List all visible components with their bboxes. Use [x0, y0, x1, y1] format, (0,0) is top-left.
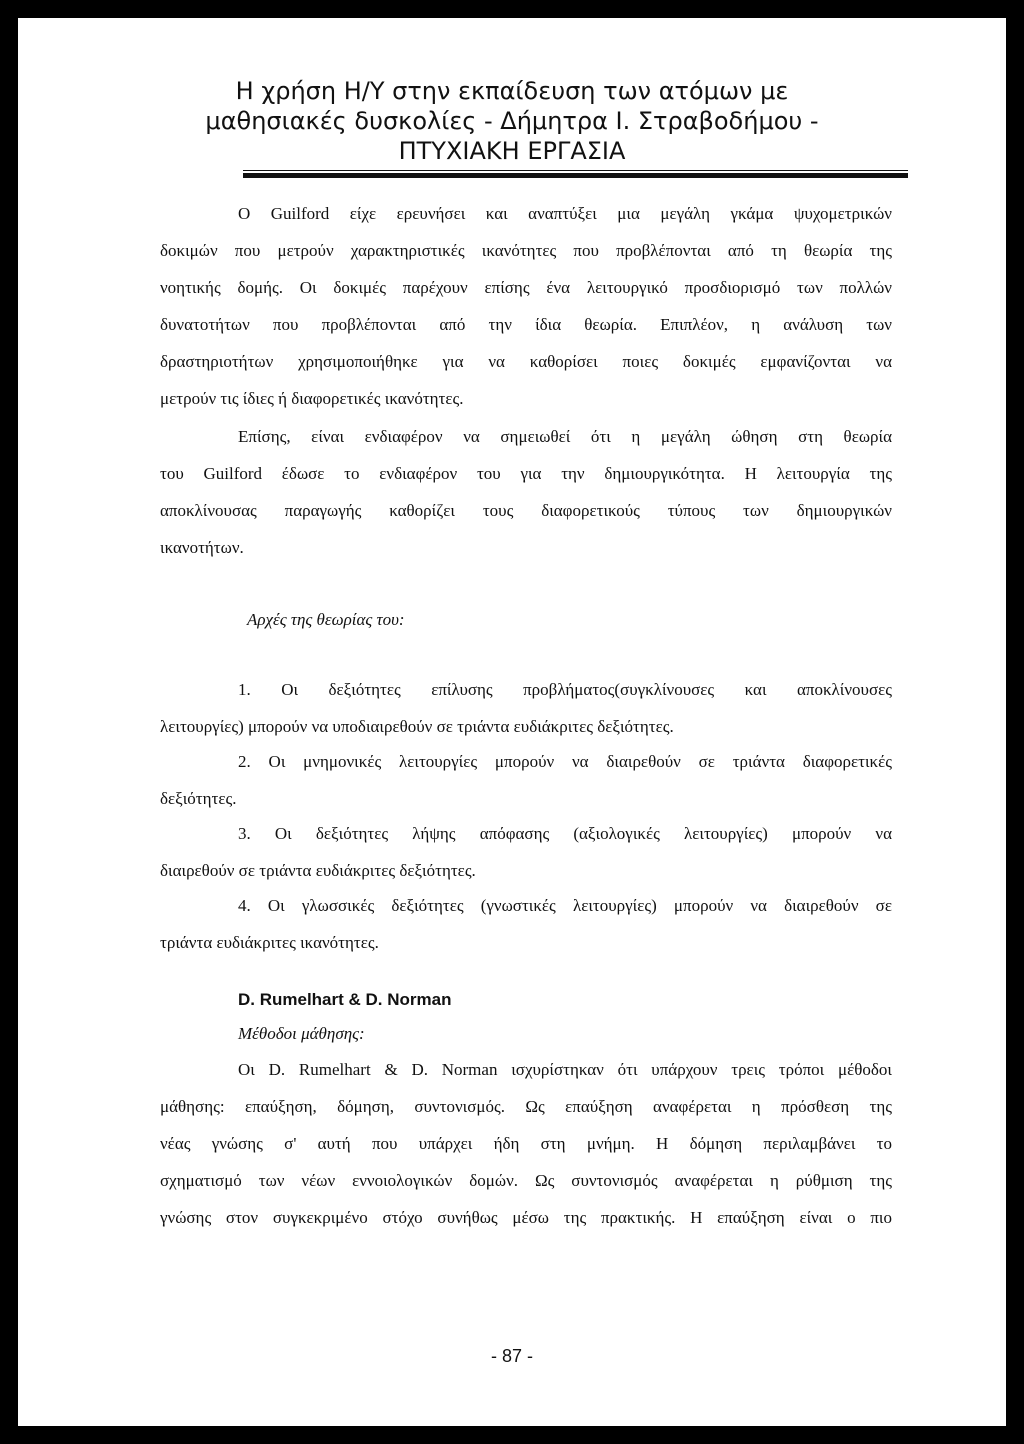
paragraph-1-line: δοκιμών που μετρούν χαρακτηριστικές ικανότητες που προβλέπονται από τη θεωρία της: [160, 241, 892, 260]
document-page: [18, 18, 1006, 1426]
principle-item-line: 4. Οι γλωσσικές δεξιότητες (γνωστικές λειτουργίες) μπορούν να διαιρεθούν σε: [238, 896, 892, 915]
header-rule-thin: [243, 170, 908, 171]
page-header: [18, 76, 1006, 166]
paragraph-2-line: αποκλίνουσας παραγωγής καθορίζει τους διαφορετικούς τύπους των δημιουργικών: [160, 501, 892, 520]
principle-item-line: 1. Οι δεξιότητες επίλυσης προβλήματος(συγκλίνουσες και αποκλίνουσες: [238, 680, 892, 699]
paragraph-1-line: νοητικής δομής. Οι δοκιμές παρέχουν επίσης ένα λειτουργικό προσδιορισμό των πολλών: [160, 278, 892, 297]
paragraph-1-line: μετρούν τις ίδιες ή διαφορετικές ικανότητες.: [160, 389, 464, 408]
principle-item-line: διαιρεθούν σε τριάντα ευδιάκριτες δεξιότητες.: [160, 861, 476, 880]
header-rule-thick: [243, 173, 908, 178]
principle-item-line: 3. Οι δεξιότητες λήψης απόφασης (αξιολογικές λειτουργίες) μπορούν να: [238, 824, 892, 843]
methods-heading: Μέθοδοι μάθησης:: [238, 1024, 365, 1043]
principle-item-line: 2. Οι μνημονικές λειτουργίες μπορούν να διαιρεθούν σε τριάντα διαφορετικές: [238, 752, 892, 771]
section-title: D. Rumelhart & D. Norman: [238, 990, 452, 1009]
paragraph-3-line: νέας γνώσης σ' αυτή που υπάρχει ήδη στη μνήμη. Η δόμηση περιλαμβάνει το: [160, 1134, 892, 1153]
page-number: - 87 -: [490, 1346, 533, 1366]
paragraph-3-line: Οι D. Rumelhart & D. Norman ισχυρίστηκαν ότι υπάρχουν τρεις τρόποι μέθοδοι: [238, 1060, 892, 1079]
header-line-1: Η χρήση Η/Υ στην εκπαίδευση των ατόμων με: [235, 77, 789, 105]
header-line-2: μαθησιακές δυσκολίες - Δήμητρα Ι. Στραβοδήμου -: [205, 107, 819, 135]
paragraph-3-line: σχηματισμό των νέων εννοιολογικών δομών. Ως συντονισμός αναφέρεται η ρύθμιση της: [160, 1171, 892, 1190]
paragraph-1-line: δραστηριοτήτων χρησιμοποιήθηκε για να καθορίσει ποιες δοκιμές εμφανίζονται να: [160, 352, 892, 371]
principle-item-line: τριάντα ευδιάκριτες ικανότητες.: [160, 933, 379, 952]
paragraph-3-line: γνώσης στον συγκεκριμένο στόχο συνήθως μέσω της πρακτικής. Η επαύξηση είναι ο πιο: [160, 1208, 892, 1227]
paragraph-2-line: ικανοτήτων.: [160, 538, 244, 557]
principle-item-line: δεξιότητες.: [160, 789, 237, 808]
header-line-3: ΠΤΥΧΙΑΚΗ ΕΡΓΑΣΙΑ: [398, 137, 626, 165]
principles-heading: Αρχές της θεωρίας του:: [247, 610, 405, 629]
paragraph-2-line: του Guilford έδωσε το ενδιαφέρον του για την δημιουργικότητα. Η λειτουργία της: [160, 464, 892, 483]
principle-item-line: λειτουργίες) μπορούν να υποδιαιρεθούν σε τριάντα ευδιάκριτες δεξιότητες.: [160, 717, 674, 736]
paragraph-3-line: μάθησης: επαύξηση, δόμηση, συντονισμός. Ως επαύξηση αναφέρεται η πρόσθεση της: [160, 1097, 892, 1116]
paragraph-2-line: Επίσης, είναι ενδιαφέρον να σημειωθεί ότι η μεγάλη ώθηση στη θεωρία: [238, 427, 892, 446]
paragraph-1-line: Ο Guilford είχε ερευνήσει και αναπτύξει μια μεγάλη γκάμα ψυχομετρικών: [238, 204, 892, 223]
paragraph-1-line: δυνατοτήτων που προβλέπονται από την ίδια θεωρία. Επιπλέον, η ανάλυση των: [160, 315, 892, 334]
